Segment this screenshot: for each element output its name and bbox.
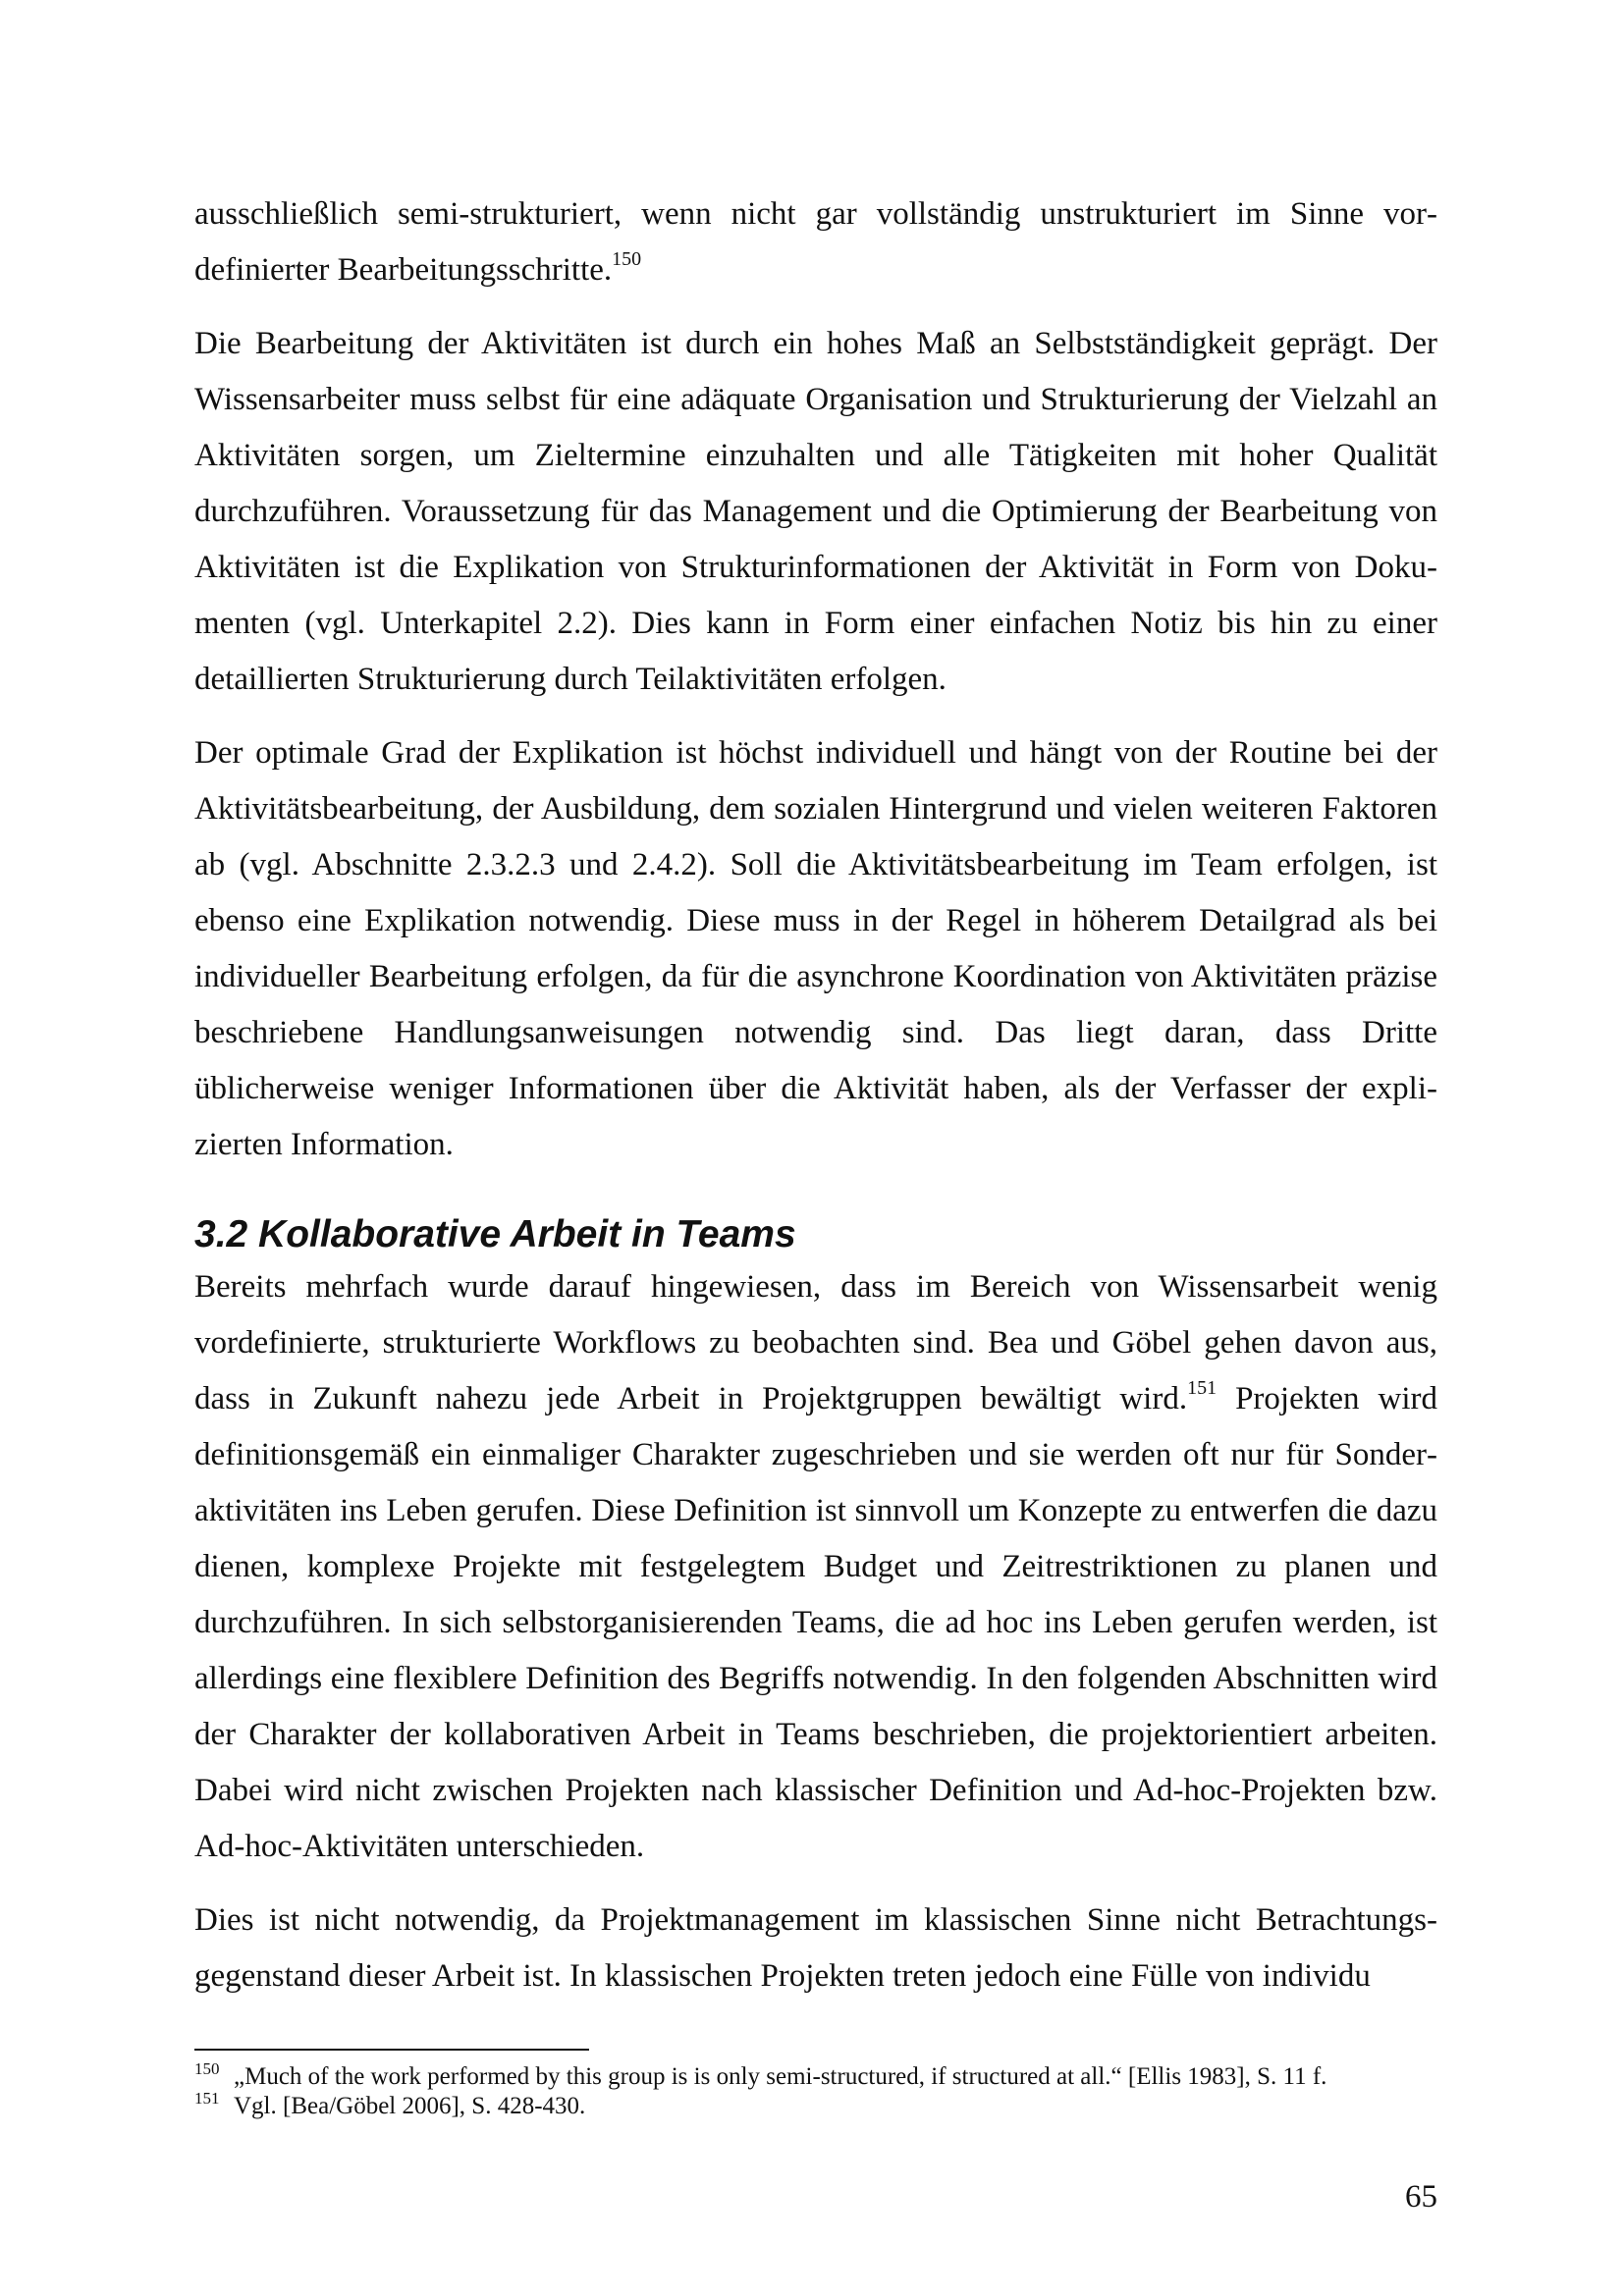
footnote-text: „Much of the work performed by this group is is only semi-structured, if structured at all.“ [Ellis 1983], S. 11 f.	[234, 2063, 1327, 2090]
footnote-number: 150	[194, 2059, 220, 2078]
footnote-number: 151	[194, 2089, 220, 2108]
footnote-ref-150[interactable]: 150	[612, 248, 642, 270]
footnote-151	[194, 2089, 1437, 2121]
paragraph-1	[194, 187, 1437, 298]
footnote-text: Vgl. [Bea/Göbel 2006], S. 428-430.	[234, 2093, 586, 2119]
paragraph-text-after-ref: Projekten wird definitionsgemäß ein einmaliger Charakter zugeschrieben und sie werden oft nur für Sonderaktivitäten ins Leben gerufen. Diese Definition ist sinnvoll um Konzepte zu entwerfen die dazu dienen, komplexe Projekte mit festgelegtem Budget und Zeitrestriktionen zu planen und durchzuführen. In sich selbstorganisierenden Teams, die ad hoc ins Leben gerufen werden, ist allerdings eine flexiblere Definition des Begriffs notwendig. In den folgenden Abschnitten wird der Charakter der kollaborativen Arbeit in Teams beschrieben, die projektorientiert arbeiten. Dabei wird nicht zwischen Projekten nach klassischer Definition und Ad-hoc-Projekten bzw. Ad-hoc-Aktivitäten unterschieden.	[194, 1381, 1437, 1864]
page-number: 65	[1405, 2179, 1437, 2215]
footnote-divider	[194, 2049, 589, 2051]
section-paragraph-2: Dies ist nicht notwendig, da Projektmanagement im klassischen Sinne nicht Betrachtungsgegenstand dieser Arbeit ist. In klassischen Projekten treten jedoch eine Fülle von individu	[194, 1902, 1437, 1994]
paragraph-text: ausschließlich semi-strukturiert, wenn nicht gar vollständig unstrukturiert im Sinne vordefinierter Bearbeitungsschritte.	[194, 196, 1437, 288]
paragraph-text-before-ref: Bereits mehrfach wurde darauf hingewiesen, dass im Bereich von Wissensarbeit wenig vordefinierte, strukturierte Workflows zu beobachten sind. Bea und Göbel gehen davon aus, dass in Zukunft nahezu jede Arbeit in Projektgruppen bewältigt wird.	[194, 1269, 1437, 1416]
footnote-150	[194, 2059, 1437, 2092]
paragraph-3: Der optimale Grad der Explikation ist höchst individuell und hängt von der Routine bei der Aktivitätsbearbeitung, der Ausbildung, dem sozialen Hintergrund und vielen weiteren Faktoren ab (vgl. Abschnitte 2.3.2.3 und 2.4.2). Soll die Aktivitätsbearbeitung im Team erfolgen, ist ebenso eine Explikation notwendig. Diese muss in der Regel in höherem Detailgrad als bei individueller Bearbeitung erfolgen, da für die asynchrone Koordination von Aktivitäten präzise beschriebene Handlungsanweisungen notwendig sind. Das liegt daran, dass Dritte üblicherweise weniger Informationen über die Aktivität haben, als der Verfasser der explizierten Information.	[194, 735, 1437, 1162]
section-paragraph-1	[194, 1259, 1437, 1875]
footnotes	[194, 2059, 1437, 2121]
paragraph-2: Die Bearbeitung der Aktivitäten ist durch ein hohes Maß an Selbstständigkeit geprägt. Der Wissensarbeiter muss selbst für eine adäquate Organisation und Strukturierung der Vielzahl an Aktivitäten sorgen, um Zieltermine einzuhalten und alle Tätigkeiten mit hoher Qualität durchzuführen. Voraussetzung für das Management und die Optimierung der Bearbeitung von Aktivitäten ist die Explikation von Strukturinformationen der Aktivität in Form von Dokumenten (vgl. Unterkapitel 2.2). Dies kann in Form einer einfachen Notiz bis hin zu einer detaillierten Strukturierung durch Teilaktivitäten erfolgen.	[194, 326, 1437, 697]
section-heading: 3.2 Kollaborative Arbeit in Teams	[194, 1213, 796, 1255]
page-body	[194, 187, 1437, 2022]
footnote-ref-151[interactable]: 151	[1187, 1377, 1217, 1399]
